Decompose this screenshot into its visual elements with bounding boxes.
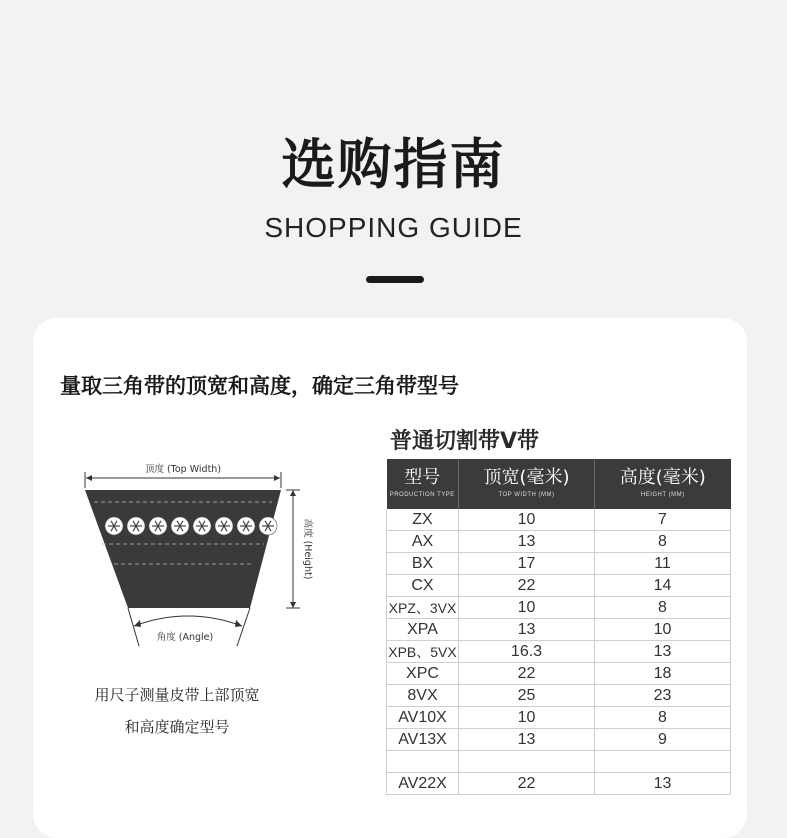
- cell-top-width: [459, 751, 595, 773]
- cell-top-width: 13: [459, 531, 595, 553]
- cell-top-width: 10: [459, 509, 595, 531]
- cell-type: XPZ、3VX: [387, 597, 459, 619]
- cell-type: [387, 751, 459, 773]
- cell-top-width: 13: [459, 729, 595, 751]
- cell-type: AX: [387, 531, 459, 553]
- table-row: [387, 575, 731, 597]
- belt-cross-section: [85, 490, 281, 608]
- cell-height: 8: [595, 597, 731, 619]
- cell-height: [595, 751, 731, 773]
- table-row: [387, 751, 731, 773]
- cell-height: 8: [595, 531, 731, 553]
- column-header-height: 高度(毫米) HEIGHT (MM): [595, 459, 731, 509]
- cell-top-width: 10: [459, 707, 595, 729]
- height-label: 高度 (Height): [302, 518, 313, 580]
- column-header-type: 型号 PRODUCTION TYPE: [387, 459, 459, 509]
- cell-type: AV10X: [387, 707, 459, 729]
- cell-top-width: 16.3: [459, 641, 595, 663]
- cell-height: 11: [595, 553, 731, 575]
- cell-top-width: 17: [459, 553, 595, 575]
- table-row: [387, 619, 731, 641]
- page-subtitle: SHOPPING GUIDE: [264, 212, 523, 243]
- table-row: [387, 729, 731, 751]
- cell-height: 7: [595, 509, 731, 531]
- cell-top-width: 25: [459, 685, 595, 707]
- angle-label: 角度 (Angle): [156, 632, 214, 643]
- guide-headline: 量取三角带的顶宽和高度，确定三角带型号: [60, 374, 459, 398]
- cell-type: BX: [387, 553, 459, 575]
- table-row: [387, 597, 731, 619]
- table-row: [387, 707, 731, 729]
- cell-type: AV22X: [387, 773, 459, 795]
- table-title: 普通切割带V带: [390, 429, 540, 454]
- table-row: [387, 773, 731, 795]
- cell-height: 23: [595, 685, 731, 707]
- cell-type: XPB、5VX: [387, 641, 459, 663]
- angle-arc: [134, 616, 242, 626]
- cell-type: AV13X: [387, 729, 459, 751]
- table-row: [387, 641, 731, 663]
- title-divider: [366, 276, 424, 283]
- cell-height: 14: [595, 575, 731, 597]
- spec-table: [386, 459, 731, 795]
- cell-type: ZX: [387, 509, 459, 531]
- caption-line-1: 用尺子测量皮带上部顶宽: [94, 686, 260, 704]
- cell-top-width: 22: [459, 773, 595, 795]
- table-row: [387, 663, 731, 685]
- cell-height: 13: [595, 641, 731, 663]
- column-header-top-width: 顶宽(毫米) TOP WIDTH (MM): [459, 459, 595, 509]
- cell-top-width: 22: [459, 575, 595, 597]
- top-width-label: 顶度 (Top Width): [144, 464, 222, 475]
- table-header-row: [387, 459, 731, 509]
- v-belt-diagram: [72, 456, 322, 656]
- cell-height: 13: [595, 773, 731, 795]
- cell-type: CX: [387, 575, 459, 597]
- cell-height: 18: [595, 663, 731, 685]
- cell-height: 9: [595, 729, 731, 751]
- table-row: [387, 531, 731, 553]
- cell-height: 10: [595, 619, 731, 641]
- table-row: [387, 553, 731, 575]
- caption-line-2: 和高度确定型号: [124, 718, 230, 736]
- page-title: 选购指南: [281, 132, 506, 196]
- cell-type: 8VX: [387, 685, 459, 707]
- cell-type: XPC: [387, 663, 459, 685]
- cell-type: XPA: [387, 619, 459, 641]
- cell-height: 8: [595, 707, 731, 729]
- table-row: [387, 509, 731, 531]
- cell-top-width: 13: [459, 619, 595, 641]
- cell-top-width: 10: [459, 597, 595, 619]
- table-row: [387, 685, 731, 707]
- cell-top-width: 22: [459, 663, 595, 685]
